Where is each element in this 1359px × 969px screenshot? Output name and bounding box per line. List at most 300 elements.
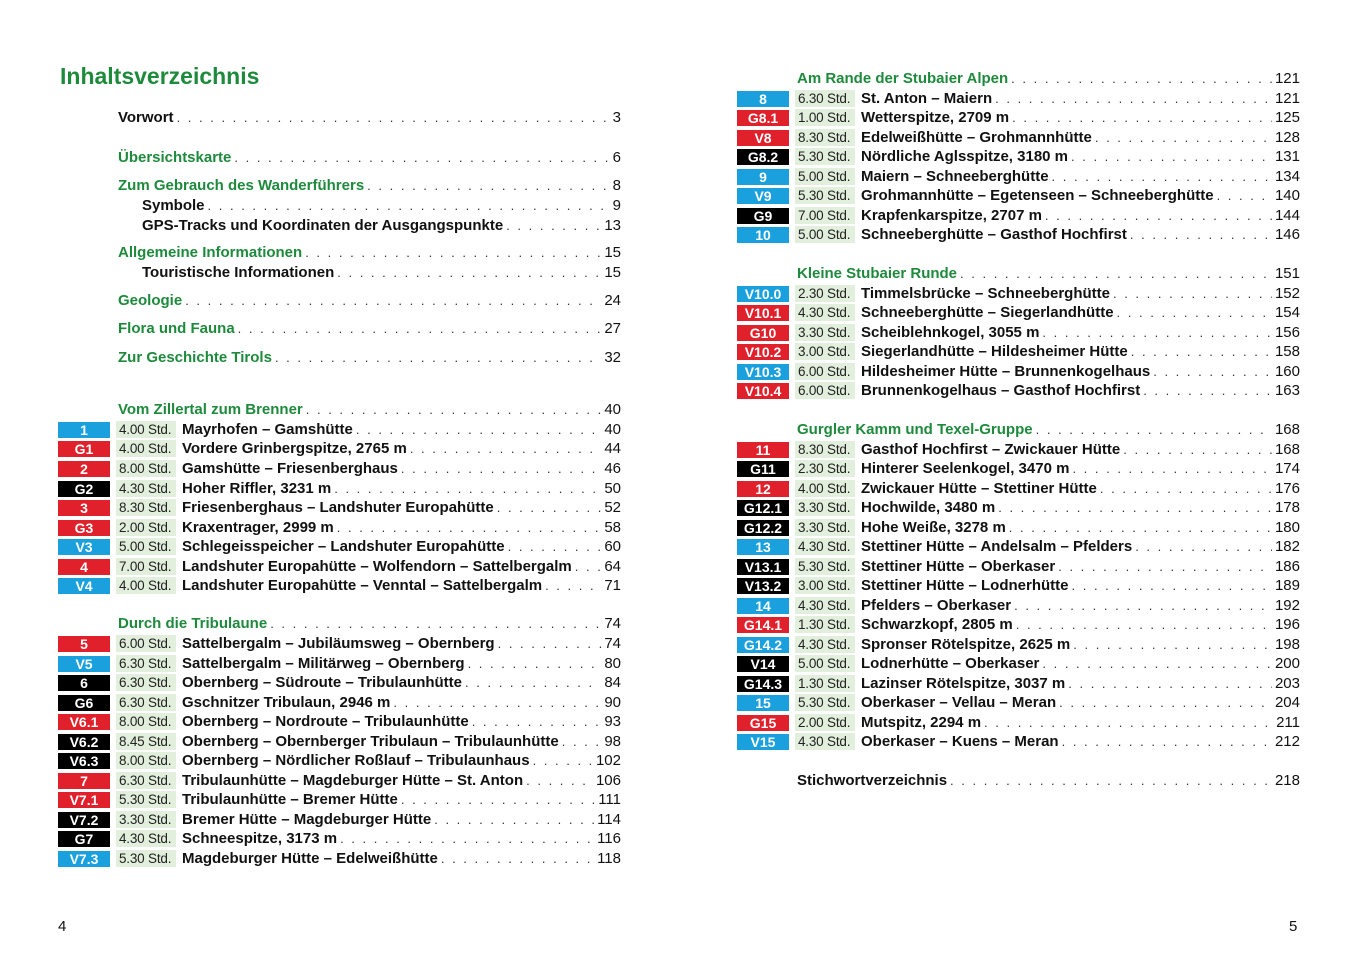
walking-time: 5.30 Std. [795,694,855,711]
leader-dots [1009,518,1272,537]
section-row[interactable] [797,69,1300,88]
tour-number-badge: G9 [737,208,789,224]
entry-title: Symbole [142,196,208,215]
section-row[interactable] [118,176,621,195]
tour-row[interactable] [737,342,1300,361]
page-number: 152 [1274,285,1300,302]
walking-time: 8.30 Std. [116,499,176,516]
toc-row[interactable] [142,263,621,282]
page-number: 27 [604,320,621,337]
leader-dots [508,537,602,556]
tour-number-badge: 5 [58,636,110,652]
walking-time: 8.30 Std. [795,129,855,146]
tour-row[interactable] [58,751,621,770]
section-title: Flora und Fauna [118,319,238,338]
tour-number-badge: V4 [58,578,110,594]
page-number: 3 [612,109,621,126]
page-number: 146 [1274,226,1300,243]
page-number: 50 [604,480,621,497]
walking-time: 5.30 Std. [116,791,176,808]
section-title: Geologie [118,291,185,310]
leader-dots [1153,362,1272,381]
walking-time: 4.30 Std. [795,733,855,750]
page-number: 90 [604,694,621,711]
leader-dots [441,849,594,868]
walking-time: 6.30 Std. [795,90,855,107]
tour-number-badge: V6.1 [58,714,110,730]
entry-title: Hochwilde, 3480 m [861,498,998,517]
section-title: Zur Geschichte Tirols [118,348,275,367]
leader-dots [950,771,1272,790]
tour-number-badge: V7.1 [58,792,110,808]
page-number: 15 [604,244,621,261]
entry-title: Hohe Weiße, 3278 m [861,518,1009,537]
page-number: 106 [595,772,621,789]
leader-dots [340,829,594,848]
walking-time: 4.30 Std. [116,830,176,847]
entry-title: GPS-Tracks und Koordinaten der Ausgangspunkte [142,216,506,235]
entry-title: Krapfenkarspitze, 2707 m [861,206,1045,225]
leader-dots [1042,654,1272,673]
tour-number-badge: V9 [737,188,789,204]
leader-dots [434,810,594,829]
tour-number-badge: V6.3 [58,753,110,769]
tour-number-badge: V6.2 [58,734,110,750]
leader-dots [465,673,601,692]
entry-title: Schlegeisspeicher – Landshuter Europahütte [182,537,508,556]
entry-title: Hildesheimer Hütte – Brunnenkogelhaus [861,362,1153,381]
page-number: 40 [604,401,621,418]
page-number: 131 [1274,148,1300,165]
section-title: Allgemeine Informationen [118,243,305,262]
leader-dots [1217,186,1272,205]
page-number: 125 [1274,109,1300,126]
tour-row[interactable] [737,206,1300,225]
page-number: 118 [597,850,621,867]
tour-number-badge: V14 [737,656,789,672]
entry-title: Stichwortverzeichnis [797,771,950,790]
leader-dots [1130,225,1272,244]
walking-time: 1.30 Std. [795,616,855,633]
entry-title: Obernberg – Nordroute – Tribulaunhütte [182,712,472,731]
leader-dots [234,148,609,167]
leader-dots [1014,596,1272,615]
tour-number-badge: G10 [737,325,789,341]
tour-row[interactable] [58,810,621,829]
entry-title: Sattelbergalm – Militärweg – Obernberg [182,654,468,673]
page-number: 211 [1276,714,1300,731]
page-number: 128 [1274,129,1300,146]
tour-number-badge: 1 [58,422,110,438]
toc-row[interactable] [142,196,621,215]
leader-dots [1072,576,1272,595]
leader-dots [275,348,601,367]
page-number: 24 [604,292,621,309]
tour-row[interactable] [737,89,1300,108]
entry-title: Lazinser Rötelspitze, 3037 m [861,674,1068,693]
page-number: 114 [597,811,621,828]
entry-title: Gasthof Hochfirst – Zwickauer Hütte [861,440,1123,459]
entry-title: Hinterer Seelenkogel, 3470 m [861,459,1072,478]
walking-time: 5.00 Std. [116,538,176,555]
page-number: 121 [1274,70,1300,87]
tour-row[interactable] [737,323,1300,342]
leader-dots [506,216,601,235]
tour-number-badge: 8 [737,91,789,107]
page-number: 182 [1274,538,1300,555]
leader-dots [393,693,601,712]
tour-row[interactable] [58,790,621,809]
tour-row[interactable] [58,576,621,595]
tour-row[interactable] [737,713,1300,732]
leader-dots [1073,635,1272,654]
section-row[interactable] [118,319,621,338]
tour-number-badge: 4 [58,559,110,575]
leader-dots [1100,479,1272,498]
tour-row[interactable] [737,654,1300,673]
walking-time: 2.00 Std. [795,714,855,731]
tour-number-badge: V10.1 [737,305,789,321]
walking-time: 3.30 Std. [795,499,855,516]
walking-time: 2.00 Std. [116,519,176,536]
page-number: 58 [604,519,621,536]
tour-number-badge: G15 [737,715,789,731]
tour-number-badge: 13 [737,539,789,555]
entry-title: Gamshütte – Friesenberghaus [182,459,401,478]
leader-dots [497,498,602,517]
entry-title: Oberkaser – Vellau – Meran [861,693,1059,712]
tour-number-badge: G14.2 [737,637,789,653]
leader-dots [1068,674,1272,693]
page-number: 40 [604,421,621,438]
walking-time: 1.30 Std. [795,675,855,692]
entry-title: Edelweißhütte – Grohmannhütte [861,128,1095,147]
entry-title: Friesenberghaus – Landshuter Europahütte [182,498,497,517]
tour-row[interactable] [58,712,621,731]
leader-dots [1042,323,1272,342]
tour-row[interactable] [737,615,1300,634]
entry-title: Siegerlandhütte – Hildesheimer Hütte [861,342,1131,361]
tour-row[interactable] [58,771,621,790]
tour-number-badge: G7 [58,831,110,847]
tour-row[interactable] [58,557,621,576]
entry-title: Tribulaunhütte – Bremer Hütte [182,790,401,809]
leader-dots [995,89,1272,108]
tour-row[interactable] [737,732,1300,751]
tour-number-badge: V15 [737,734,789,750]
tour-row[interactable] [58,537,621,556]
section-row[interactable] [118,148,621,167]
tour-row[interactable] [737,186,1300,205]
tour-row[interactable] [737,557,1300,576]
entry-title: Pfelders – Oberkaser [861,596,1014,615]
entry-title: Stettiner Hütte – Lodnerhütte [861,576,1072,595]
leader-dots [562,732,602,751]
leader-dots [1016,615,1272,634]
page-number: 200 [1274,655,1300,672]
page-number: 32 [604,349,621,366]
leader-dots [401,790,595,809]
walking-time: 8.00 Std. [116,713,176,730]
page-number: 203 [1274,675,1300,692]
tour-row[interactable] [737,128,1300,147]
tour-number-badge: 2 [58,461,110,477]
tour-number-badge: V7.3 [58,851,110,867]
leader-dots [468,654,602,673]
tour-row[interactable] [58,654,621,673]
entry-title: Schneeberghütte – Siegerlandhütte [861,303,1117,322]
leader-dots [1062,732,1272,751]
leader-dots [306,400,602,419]
tour-row[interactable] [737,303,1300,322]
walking-time: 4.00 Std. [116,440,176,457]
tour-row[interactable] [737,167,1300,186]
page-number: 160 [1274,363,1300,380]
tour-row[interactable] [737,479,1300,498]
leader-dots [238,319,602,338]
tour-number-badge: 14 [737,598,789,614]
walking-time: 2.30 Std. [795,460,855,477]
entry-title: Obernberg – Südroute – Tribulaunhütte [182,673,465,692]
walking-time: 4.30 Std. [795,636,855,653]
entry-title: Schwarzkopf, 2805 m [861,615,1016,634]
tour-row[interactable] [737,635,1300,654]
leader-dots [1123,440,1272,459]
page-number: 60 [604,538,621,555]
entry-title: Obernberg – Nördlicher Roßlauf – Tribulaunhaus [182,751,533,770]
tour-row[interactable] [737,440,1300,459]
entry-title: Nördliche Aglsspitze, 3180 m [861,147,1071,166]
section-row[interactable] [118,614,621,633]
tour-row[interactable] [58,479,621,498]
page-number: 46 [604,460,621,477]
section-title: Kleine Stubaier Runde [797,264,960,283]
page-number: 15 [604,264,621,281]
tour-number-badge: G12.2 [737,520,789,536]
walking-time: 5.00 Std. [795,226,855,243]
toc-row[interactable] [797,771,1300,790]
page-number: 144 [1274,207,1300,224]
page-number: 8 [612,177,621,194]
tour-row[interactable] [58,498,621,517]
walking-time: 3.30 Std. [795,324,855,341]
entry-title: Maiern – Schneeberghütte [861,167,1052,186]
tour-row[interactable] [737,518,1300,537]
page-number-left: 4 [58,918,67,935]
tour-number-badge: G14.3 [737,676,789,692]
entry-title: Grohmannhütte – Egetenseen – Schneeberghütte [861,186,1217,205]
tour-number-badge: V10.4 [737,383,789,399]
entry-title: Spronser Rötelspitze, 2625 m [861,635,1073,654]
section-row[interactable] [797,420,1300,439]
page-number: 218 [1274,772,1300,789]
tour-row[interactable] [58,829,621,848]
tour-row[interactable] [58,634,621,653]
page-number: 140 [1274,187,1300,204]
walking-time: 7.00 Std. [795,207,855,224]
tour-number-badge: V5 [58,656,110,672]
tour-row[interactable] [58,439,621,458]
page-number: 71 [604,577,621,594]
section-row[interactable] [797,264,1300,283]
section-row[interactable] [118,348,621,367]
page-number: 9 [612,197,621,214]
section-row[interactable] [118,400,621,419]
entry-title: Brunnenkogelhaus – Gasthof Hochfirst [861,381,1143,400]
tour-row[interactable] [737,576,1300,595]
leader-dots [1045,206,1272,225]
page-number: 163 [1274,382,1300,399]
entry-title: Oberkaser – Kuens – Meran [861,732,1062,751]
leader-dots [533,751,593,770]
tour-row[interactable] [58,693,621,712]
tour-number-badge: 3 [58,500,110,516]
entry-title: Kraxentrager, 2999 m [182,518,337,537]
leader-dots [334,479,601,498]
tour-row[interactable] [737,108,1300,127]
tour-row[interactable] [58,518,621,537]
walking-time: 5.00 Std. [795,168,855,185]
walking-time: 4.30 Std. [795,597,855,614]
entry-title: Touristische Informationen [142,263,337,282]
leader-dots [185,291,601,310]
walking-time: 7.00 Std. [116,558,176,575]
walking-time: 4.30 Std. [116,480,176,497]
tour-row[interactable] [58,849,621,868]
tour-row[interactable] [58,732,621,751]
walking-time: 5.00 Std. [795,655,855,672]
page-number: 174 [1274,460,1300,477]
tour-row[interactable] [58,673,621,692]
page-number: 154 [1274,304,1300,321]
leader-dots [984,713,1273,732]
tour-row[interactable] [737,459,1300,478]
section-row[interactable] [118,291,621,310]
entry-title: Stettiner Hütte – Andelsalm – Pfelders [861,537,1135,556]
tour-row[interactable] [737,147,1300,166]
tour-number-badge: 11 [737,442,789,458]
leader-dots [1036,420,1272,439]
toc-row[interactable] [142,216,621,235]
tour-number-badge: G12.1 [737,500,789,516]
page-number: 121 [1274,90,1300,107]
walking-time: 3.30 Std. [116,811,176,828]
tour-row[interactable] [737,537,1300,556]
page-number: 74 [604,635,621,652]
tour-number-badge: V10.0 [737,286,789,302]
entry-title: Sattelbergalm – Jubiläumsweg – Obernberg [182,634,498,653]
tour-number-badge: 15 [737,695,789,711]
walking-time: 6.30 Std. [116,772,176,789]
page-number: 111 [598,791,621,808]
leader-dots [526,771,593,790]
leader-dots [1012,108,1272,127]
toc-row[interactable] [118,108,621,127]
tour-row[interactable] [737,498,1300,517]
page-number: 74 [604,615,621,632]
leader-dots [472,712,602,731]
page-number: 196 [1274,616,1300,633]
tour-number-badge: 9 [737,169,789,185]
page-number: 189 [1274,577,1300,594]
page-number: 98 [604,733,621,750]
tour-number-badge: G8.1 [737,110,789,126]
tour-row[interactable] [737,596,1300,615]
walking-time: 1.00 Std. [795,109,855,126]
tour-number-badge: V13.1 [737,559,789,575]
page-number: 64 [604,558,621,575]
page-number: 158 [1274,343,1300,360]
walking-time: 4.30 Std. [795,304,855,321]
page-number: 93 [604,713,621,730]
entry-title: Scheiblehnkogel, 3055 m [861,323,1042,342]
tour-number-badge: G2 [58,481,110,497]
walking-time: 3.30 Std. [795,519,855,536]
entry-title: Schneeberghütte – Gasthof Hochfirst [861,225,1130,244]
tour-number-badge: V7.2 [58,812,110,828]
tour-row[interactable] [737,362,1300,381]
tour-row[interactable] [737,381,1300,400]
tour-number-badge: 6 [58,675,110,691]
entry-title: Obernberg – Obernberger Tribulaun – Tribulaunhütte [182,732,562,751]
tour-row[interactable] [58,459,621,478]
tour-row[interactable] [58,420,621,439]
tour-number-badge: 10 [737,227,789,243]
page-number: 176 [1274,480,1300,497]
section-row[interactable] [118,243,621,262]
page-number: 44 [604,440,621,457]
leader-dots [337,518,602,537]
leader-dots [1135,537,1272,556]
tour-number-badge: G8.2 [737,149,789,165]
walking-time: 4.30 Std. [795,538,855,555]
leader-dots [1072,459,1272,478]
page-number: 13 [604,217,621,234]
tour-number-badge: G14.1 [737,617,789,633]
leader-dots [1095,128,1272,147]
leader-dots [1011,69,1272,88]
tour-number-badge: V10.3 [737,364,789,380]
entry-title: Bremer Hütte – Magdeburger Hütte [182,810,434,829]
leader-dots [270,614,601,633]
tour-row[interactable] [737,284,1300,303]
walking-time: 4.00 Std. [116,421,176,438]
leader-dots [356,420,601,439]
page-number-right: 5 [1289,918,1298,935]
entry-title: Landshuter Europahütte – Wolfendorn – Sattelbergalm [182,557,575,576]
tour-row[interactable] [737,225,1300,244]
page-number: 80 [604,655,621,672]
walking-time: 4.00 Std. [795,480,855,497]
leader-dots [545,576,601,595]
leader-dots [498,634,602,653]
leader-dots [1131,342,1272,361]
leader-dots [305,243,601,262]
walking-time: 6.00 Std. [116,635,176,652]
tour-number-badge: 12 [737,481,789,497]
tour-row[interactable] [737,674,1300,693]
page-number: 204 [1274,694,1300,711]
walking-time: 3.00 Std. [795,343,855,360]
tour-number-badge: V13.2 [737,578,789,594]
entry-title: Tribulaunhütte – Magdeburger Hütte – St. Anton [182,771,526,790]
walking-time: 6.30 Std. [116,674,176,691]
tour-row[interactable] [737,693,1300,712]
tour-number-badge: G11 [737,461,789,477]
page-number: 52 [604,499,621,516]
walking-time: 8.00 Std. [116,752,176,769]
entry-title: Hoher Riffler, 3231 m [182,479,334,498]
